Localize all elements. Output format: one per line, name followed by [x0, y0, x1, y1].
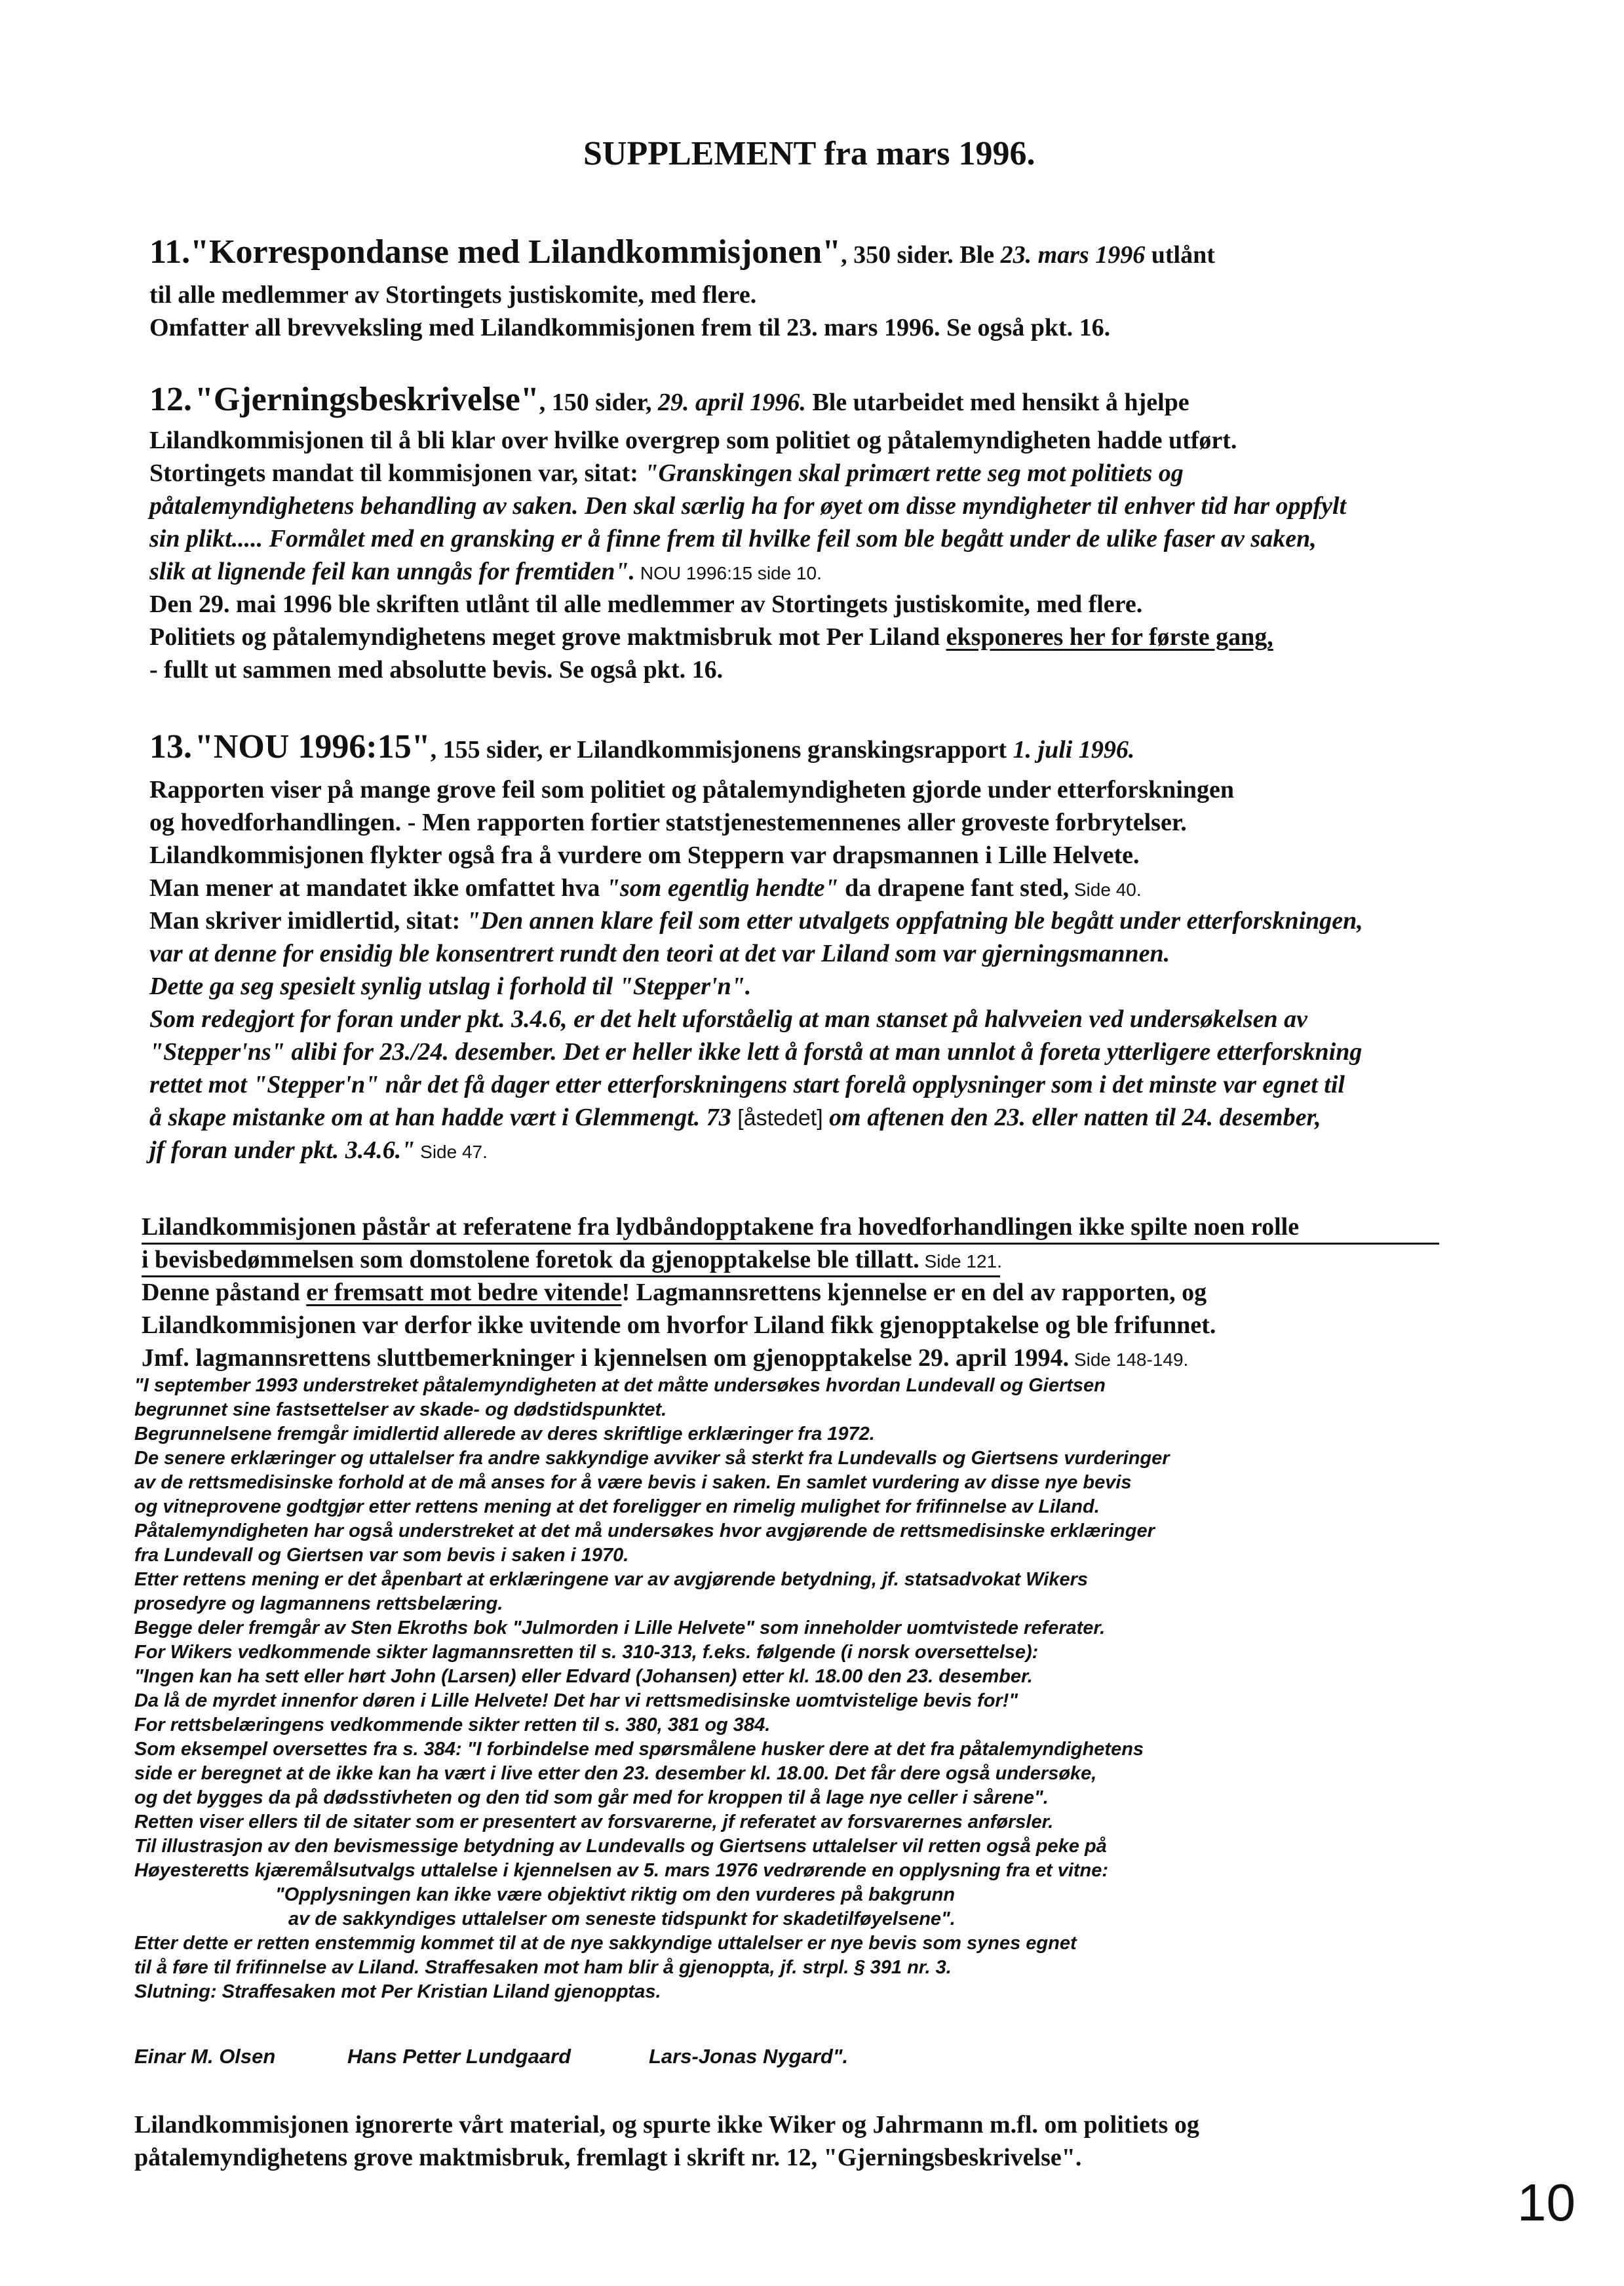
section-13-quote: jf foran under pkt. 3.4.6."	[149, 1136, 416, 1164]
section-14-text: .	[913, 1246, 919, 1273]
section-14-line: Lilandkommisjonen påstår at referatene fra lydbåndopptakene fra hovedforhandlingen ikke spilte noen rolle	[142, 1213, 1300, 1241]
section-11-text: utlånt	[1145, 241, 1215, 269]
section-12-date: 29. april 1996.	[657, 389, 806, 416]
section-11-line: Omfatter all brevveksling med Lilandkommisjonen frem til 23. mars 1996. Se også pkt. 16.	[149, 314, 1111, 341]
section-13-text: Man skriver imidlertid, sitat:	[149, 907, 467, 935]
quotation-line: Begge deler fremgår av Sten Ekroths bok "Julmorden i Lille Helvete" som inneholder uomtvistede referater.	[134, 1618, 1106, 1638]
section-13-quote-line: "Stepper'ns" alibi for 23./24. desember. Det er heller ikke lett å forstå at man unnlot å foreta ytterligere etterforskning	[149, 1038, 1363, 1066]
signature-3: Lars-Jonas Nygard".	[649, 2045, 849, 2068]
page-title: SUPPLEMENT fra mars 1996.	[583, 135, 1035, 172]
quotation-line: "I september 1993 understreket påtalemyndigheten at det måtte undersøkes hvordan Lundevall og Giertsen	[134, 1375, 1106, 1396]
section-12-quote-line: påtalemyndighetens behandling av saken. Den skal særlig ha for øyet om disse myndigheter til enhver tid har oppfylt	[149, 492, 1347, 520]
section-13-date: 1. juli 1996.	[1013, 736, 1135, 764]
section-14-underlined: er fremsatt mot bedre vitende	[306, 1279, 622, 1306]
underline-rule	[142, 1275, 1000, 1277]
closing-line: påtalemyndighetens grove maktmisbruk, fremlagt i skrift nr. 12, "Gjerningsbeskrivelse".	[134, 2144, 1082, 2171]
section-13-text: , 155 sider, er Lilandkommisjonens granskingsrapport	[430, 736, 1013, 764]
section-12-heading-line	[149, 380, 1189, 419]
signature-1: Einar M. Olsen	[134, 2045, 276, 2068]
quotation-line: Til illustrasjon av den bevismessige betydning av Lundevalls og Giertsens uttalelser vil retten også peke på	[134, 1836, 1107, 1857]
section-13-quote-line: var at denne for ensidig ble konsentrert rundt den teori at det var Liland som var gjerningsmannen.	[149, 940, 1170, 967]
section-13-bracket: [åstedet]	[737, 1106, 823, 1131]
quotation-line: av de rettsmedisinske forhold at de må anses for å være bevis i saken. En samlet vurdering av disse nye bevis	[134, 1472, 1132, 1493]
closing-line: Lilandkommisjonen ignorerte vårt material, og spurte ikke Wiker og Jahrmann m.fl. om politiets og	[134, 2111, 1199, 2139]
section-13-number: 13.	[149, 728, 192, 765]
quotation-line: Retten viser ellers til de sitater som er presentert av forsvarerne, jf referatet av forsvarernes anførsler.	[134, 1811, 1054, 1832]
section-13-quote: "Den annen klare feil som etter utvalgets oppfatning ble begått under etterforskningen,	[466, 907, 1363, 935]
section-12-quote: "Granskingen skal primært rette seg mot politiets og	[644, 459, 1184, 487]
quotation-line: av de sakkyndiges uttalelser om seneste tidspunkt for skadetilføyelsene".	[288, 1908, 956, 1929]
section-12-line	[149, 557, 822, 586]
quotation-line: og det bygges da på dødsstivheten og den tid som går med for kroppen til å lage nye celler i sårene".	[134, 1787, 1049, 1808]
quotation-line: fra Lundevall og Giertsen var som bevis i saken i 1970.	[134, 1545, 629, 1566]
section-13-line	[149, 874, 1142, 902]
section-13-quote: å skape mistanke om at han hadde vært i Glemmengt. 73	[149, 1104, 738, 1131]
section-12-quote-line: sin plikt..... Formålet med en gransking er å finne frem til hvilke feil som ble begått under de ulike faser av saken,	[149, 525, 1317, 552]
section-13-line	[149, 1103, 1321, 1132]
section-14-line: Lilandkommisjonen var derfor ikke uvitende om hvorfor Liland fikk gjenopptakelse og ble frifunnet.	[142, 1311, 1216, 1339]
section-13-text: Man mener at mandatet ikke omfattet hva	[149, 874, 606, 902]
section-12-line: - fullt ut sammen med absolutte bevis. Se også pkt. 16.	[149, 656, 724, 684]
section-14-reference: Side 121.	[919, 1251, 1002, 1271]
section-12-number: 12.	[149, 381, 192, 418]
section-13-quote: "som egentlig hendte"	[606, 874, 839, 902]
quotation-line: Etter rettens mening er det åpenbart at erklæringene var av avgjørende betydning, jf. statsadvokat Wikers	[134, 1569, 1089, 1590]
section-14-text: i bevisbedømmelsen som domstolene foretok da gjenopptakelse ble tillatt	[142, 1246, 914, 1273]
section-12-quote: slik at lignende feil kan unngås for fremtiden".	[149, 558, 636, 585]
signature-2: Hans Petter Lundgaard	[347, 2045, 571, 2068]
section-12-text: Ble utarbeidet med hensikt å hjelpe	[805, 389, 1189, 416]
quotation-line: De senere erklæringer og uttalelser fra andre sakkyndige avviker så sterkt fra Lundevalls og Giertsens vurderinger	[134, 1448, 1170, 1469]
section-13-quote-line: rettet mot "Stepper'n" når det få dager etter etterforskningens start forelå opplysninger som i det minste var egnet til	[149, 1071, 1345, 1098]
section-13-text: da drapene fant sted,	[838, 874, 1070, 902]
section-13-heading-line	[149, 727, 1134, 766]
section-11-text: , 350 sider. Ble	[841, 241, 1001, 269]
section-13-quote-line: Dette ga seg spesielt synlig utslag i forhold til "Stepper'n".	[149, 973, 752, 1000]
section-12-reference: NOU 1996:15 side 10.	[635, 563, 822, 583]
section-11-number: 11.	[149, 233, 191, 271]
section-12-line	[149, 459, 1184, 488]
section-13-line: Lilandkommisjonen flykter også fra å vurdere om Steppern var drapsmannen i Lille Helvete.	[149, 842, 1140, 869]
section-12-line: Den 29. mai 1996 ble skriften utlånt til alle medlemmer av Stortingets justiskomite, med flere.	[149, 591, 1143, 618]
section-14-text: Denne påstand	[142, 1279, 307, 1306]
quotation-line: Som eksempel oversettes fra s. 384: "I forbindelse med spørsmålene husker dere at det fra påtalemyndighetens	[134, 1739, 1144, 1760]
section-12-text: Stortingets mandat til kommisjonen var, sitat:	[149, 459, 645, 487]
section-14-line	[142, 1278, 1207, 1307]
section-11-line: til alle medlemmer av Stortingets justiskomite, med flere.	[149, 281, 757, 309]
section-12-underlined: eksponeres her for første gang,	[946, 623, 1273, 651]
section-12-text: , 150 sider,	[539, 389, 658, 416]
quotation-line: side er beregnet at de ikke kan ha vært i live etter den 23. desember kl. 18.00. Det får dere også undersøke,	[134, 1763, 1097, 1784]
section-13-line: Rapporten viser på mange grove feil som politiet og påtalemyndigheten gjorde under etterforskningen	[149, 776, 1235, 804]
page-number: 10	[1517, 2173, 1576, 2232]
section-13-line: og hovedforhandlingen. - Men rapporten fortier statstjenestemennenes aller groveste forbrytelser.	[149, 809, 1187, 836]
section-12-text: Politiets og påtalemyndighetens meget grove maktmisbruk mot Per Liland	[149, 623, 946, 651]
section-12-heading: "Gjerningsbeskrivelse"	[195, 381, 539, 418]
quotation-line: prosedyre og lagmannens rettsbelæring.	[134, 1593, 503, 1614]
section-14-text: ! Lagmannsrettens kjennelse er en del av rapporten, og	[621, 1279, 1207, 1306]
section-13-heading: "NOU 1996:15"	[195, 728, 431, 765]
quotation-line: begrunnet sine fastsettelser av skade- og dødstidspunktet.	[134, 1399, 667, 1420]
quotation-line: Påtalemyndigheten har også understreket at det må undersøkes hvor avgjørende de rettsmedisinske erklæringer	[134, 1521, 1155, 1541]
quotation-line: Slutning: Straffesaken mot Per Kristian Liland gjenopptas.	[134, 1981, 661, 2002]
quotation-line: Begrunnelsene fremgår imidlertid allerede av deres skriftlige erklæringer fra 1972.	[134, 1424, 875, 1444]
quotation-line: og vitneprovene godtgjør etter rettens mening at det foreligger en rimelig mulighet for frifinnelse av Liland.	[134, 1496, 1100, 1517]
section-13-line	[149, 1136, 488, 1165]
quotation-line: til å føre til frifinnelse av Liland. Straffesaken mot ham blir å gjenoppta, jf. strpl. § 391 nr. 3.	[134, 1957, 952, 1978]
section-13-quote: om aftenen den 23. eller natten til 24. desember,	[822, 1104, 1321, 1131]
section-11-heading: "Korrespondanse med Lilandkommisjonen"	[190, 233, 841, 271]
section-14-reference: Side 148-149.	[1069, 1349, 1189, 1370]
section-11-date: 23. mars 1996	[1000, 241, 1146, 269]
section-14-line	[142, 1245, 1002, 1274]
underline-rule	[142, 1243, 1439, 1245]
section-13-reference: Side 40.	[1069, 880, 1142, 900]
section-14-line	[142, 1344, 1188, 1372]
quotation-line: Da lå de myrdet innenfor døren i Lille Helvete! Det har vi rettsmedisinske uomtvistelige bevis for!"	[134, 1690, 1018, 1711]
section-12-line: Lilandkommisjonen til å bli klar over hvilke overgrep som politiet og påtalemyndigheten hadde utført.	[149, 427, 1237, 454]
quotation-line: Etter dette er retten enstemmig kommet til at de nye sakkyndige uttalelser er nye bevis som synes egnet	[134, 1933, 1077, 1954]
quotation-line: For rettsbelæringens vedkommende sikter retten til s. 380, 381 og 384.	[134, 1714, 771, 1735]
section-11-heading-line	[149, 233, 1215, 271]
quotation-line: "Opplysningen kan ikke være objektivt riktig om den vurderes på bakgrunn	[275, 1884, 956, 1905]
section-14-text: Jmf. lagmannsrettens sluttbemerkninger i kjennelsen om gjenopptakelse 29. april 1994.	[142, 1344, 1070, 1372]
section-13-reference: Side 47.	[415, 1142, 488, 1162]
quotation-line: "Ingen kan ha sett eller hørt John (Larsen) eller Edvard (Johansen) etter kl. 18.00 den 23. desember.	[134, 1666, 1033, 1687]
quotation-line: Høyesteretts kjæremålsutvalgs uttalelse i kjennelsen av 5. mars 1976 vedrørende en opplysning fra et vitne:	[134, 1860, 1109, 1881]
quotation-line: For Wikers vedkommende sikter lagmannsretten til s. 310-313, f.eks. følgende (i norsk oversettelse):	[134, 1642, 1039, 1663]
section-13-quote-line: Som redegjort for foran under pkt. 3.4.6, er det helt uforståelig at man stanset på halvveien ved undersøkelsen av	[149, 1005, 1308, 1033]
section-12-line	[149, 623, 1273, 651]
section-13-line	[149, 906, 1363, 935]
